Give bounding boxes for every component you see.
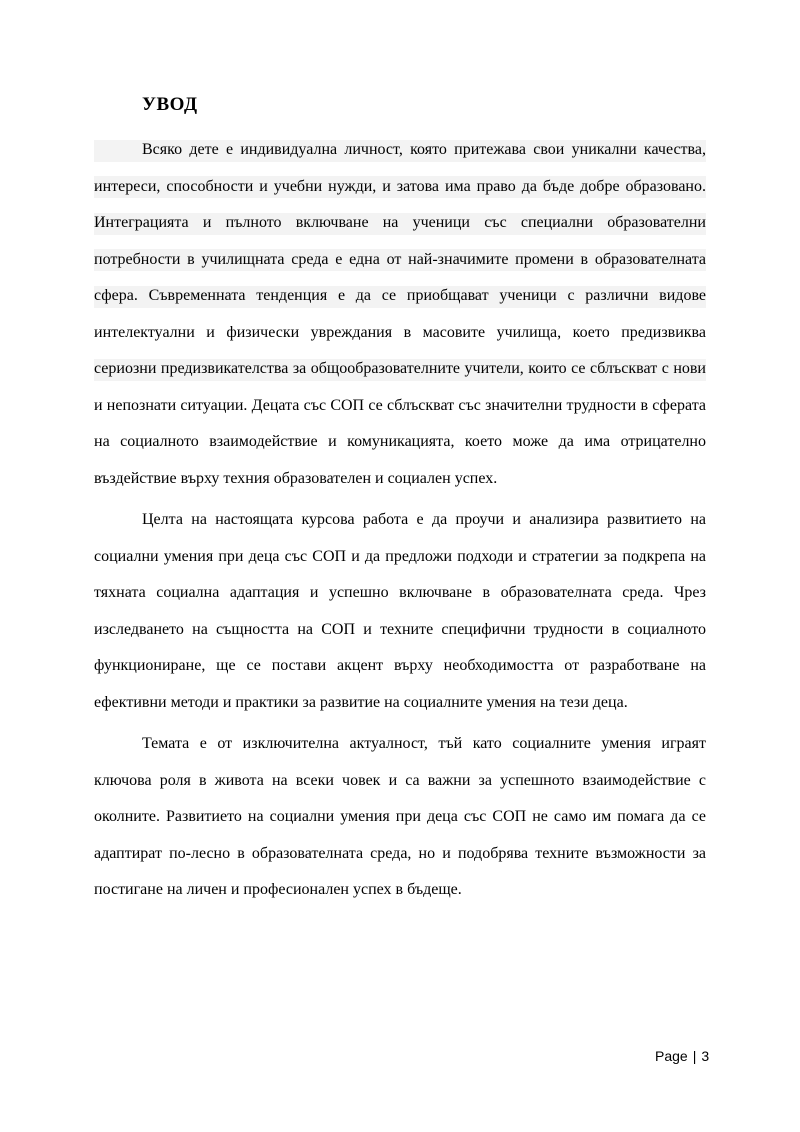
paragraph-relevance: Темата е от изключителна актуалност, тъй като социалните умения играят ключова роля в живота на всеки човек и са важни за успешното взаимодействие с околните. Развитието на социални умения при деца със СОП не само им помага да се адаптират по-лесно в образователната среда, но и подобрява техните възможности за постигане на личен и професионален успех в бъдеще. [94, 735, 706, 898]
page-footer [655, 1048, 709, 1064]
page-label: Page [655, 1048, 688, 1064]
page-number: 3 [701, 1048, 710, 1064]
page-separator: | [692, 1048, 697, 1064]
paragraph-goal: Целта на настоящата курсова работа е да проучи и анализира развитието на социални умения при деца със СОП и да предложи подходи и стратегии за подкрепа на тяхната социална адаптация и успешно включване в образователната среда. Чрез изследването на същността на СОП и техните специфични трудности в социалното функциониране, ще се постави акцент върху необходимостта от разработване на ефективни методи и практики за развитие на социалните умения на тези деца. [94, 511, 706, 711]
section-heading: УВОД [142, 94, 198, 115]
paragraph-intro: Всяко дете е индивидуална личност, която притежава свои уникални качества, интереси, способности и учебни нужди, и затова има право да бъде добре образовано. Интеграцията и пълното включване на ученици със специални образователни потребности в училищната среда е една от най-значимите промени в образователната сфера. Съвременната тенденция е да се приобщават ученици с различни видове интелектуални и физически увреждания в масовите училища, което предизвиква сериозни предизвикателства за общообразователните учители, които се сблъскват с нови и непознати ситуации. Децата със СОП се сблъскват със значителни трудности в сферата на социалното взаимодействие и комуникацията, което може да има отрицателно въздействие върху техния образователен и социален успех. [94, 141, 706, 487]
